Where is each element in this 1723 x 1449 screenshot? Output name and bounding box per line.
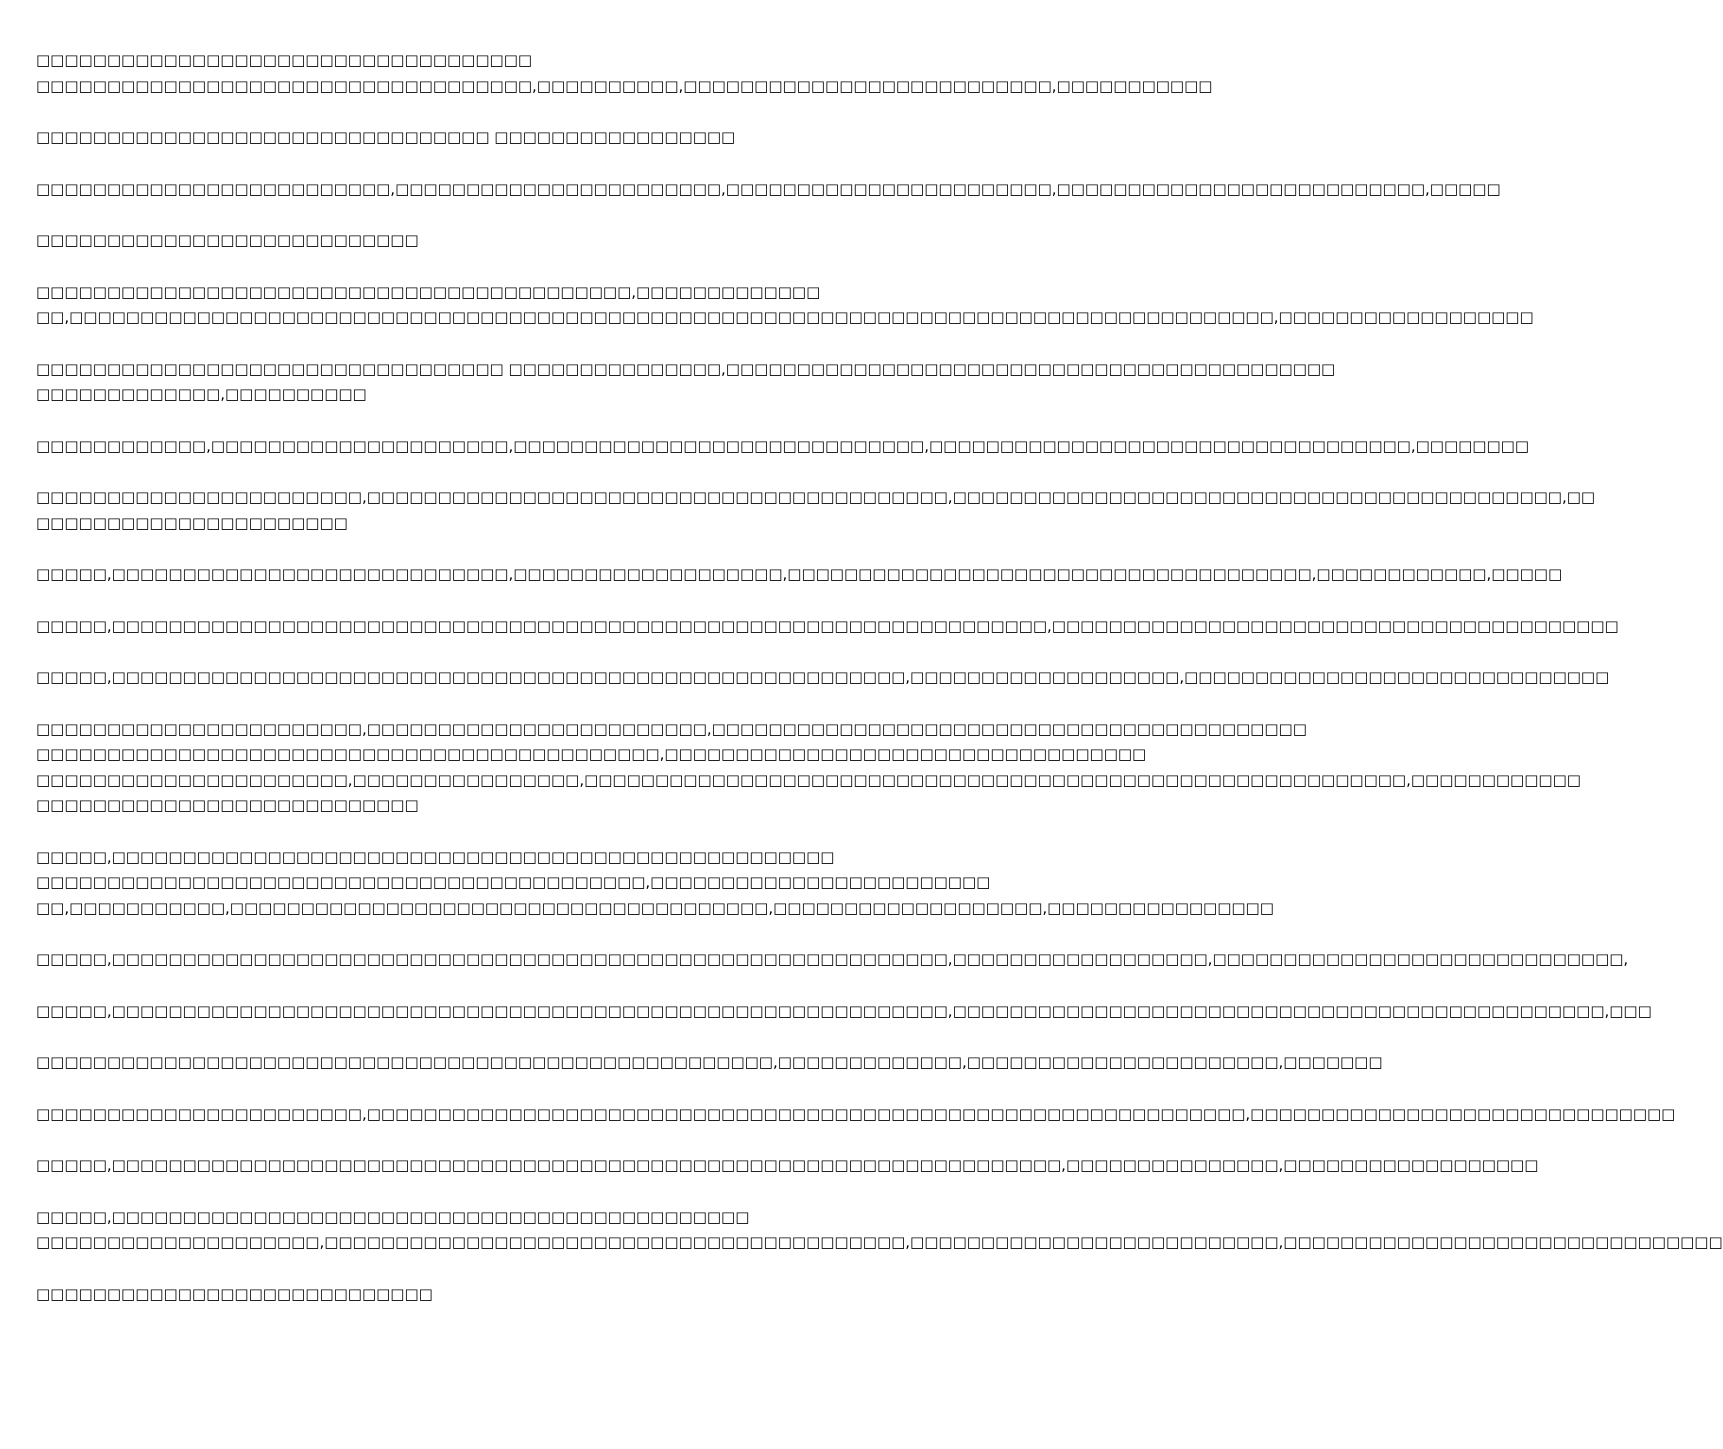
text-line: □□□□□□□□□□□□□□□□□□□□□□□□□□□□□□□□□ □□□□□□□□□□□□□□□,□□□□□□□□□□□□□□□□□□□□□□□□□□□□□□□□□□□□□□□□□□□ [36,359,1336,378]
paragraph [36,485,1596,536]
text-line: □□□□□,□□□□□□□□□□□□□□□□□□□□□□□□□□□□,□□□□□□□□□□□□□□□□□□□,□□□□□□□□□□□□□□□□□□□□□□□□□□□□□□□□□□□□□,□□□□□□□□□□□□,□□□□□ [36,565,1563,583]
text-line: □□□□□□□□□□□□□□□□□□□□□□,□□□□□□□□□□□□□□□□,□□□□□□□□□□□□□□□□□□□□□□□□□□□□□□□□□□□□□□□□□□□□□□□□□□□□□□□□□□,□□□□□□□□□□□□ [36,770,1581,789]
text-line: □□□□□□□□□□□□□□□□□□□□□□□□□,□□□□□□□□□□□□□□□□□□□□□□□,□□□□□□□□□□□□□□□□□□□□□□□,□□□□□□□□□□□□□□□□□□□□□□□□□□,□□□□□ [36,179,1501,198]
paragraph [36,1050,1383,1076]
text-line: □□□□□□□□□□□□□□□□□□□□□□□□□□□ [36,796,419,814]
paragraph [36,845,1274,922]
paragraph [36,562,1563,588]
text-line: □□□□□□□□□□□□□□□□□□□□□□□,□□□□□□□□□□□□□□□□□□□□□□□□□□□□□□□□□□□□□□□□□□□□□□□□□□□□□□□□□□□□□□,□□□□□□□□□□□□□□□□□□□□□□□□□□□□□□ [36,1104,1676,1123]
text-line: □□□□□□□□□□□□□□□□□□□□□□□,□□□□□□□□□□□□□□□□□□□□□□□□,□□□□□□□□□□□□□□□□□□□□□□□□□□□□□□□□□□□□□□□□□□ [36,719,1307,738]
document-body [36,48,1723,1333]
paragraph [36,947,1629,973]
text-line: □□□□□□□□□□□□□□□□□□□□,□□□□□□□□□□□□□□□□□□□□□□□□□□□□□□□□□□□□□□□□□,□□□□□□□□□□□□□□□□□□□□□□□□□□,□□□□□□□□□□□□□□□□□□□□□□□□□□□□□□□ [36,1233,1723,1251]
paragraph [36,1282,988,1308]
paragraph [36,665,1610,691]
text-line: □□□□□□□□□□□□□□□□□□□□□□□,□□□□□□□□□□□□□□□□□□□□□□□□□□□□□□□□□□□□□□□□□,□□□□□□□□□□□□□□□□□□□□□□□□□□□□□□□□□□□□□□□□□□□,□□ [36,488,1596,506]
text-line: □□□□□□□□□□□□□□□□□□□□□□□□□□□□□□□□□□□ [36,51,533,69]
text-line: □□□□□,□□□□□□□□□□□□□□□□□□□□□□□□□□□□□□□□□□□□□□□□□□□□□□□□□□□□□□□□□□□,□□□□□□□□□□□□□□□□□□□□□□□□□□□□□□□□□□□□□□□□□□□□□□,□□□ [36,1001,1652,1020]
text-line: □□□□□□□□□□□□□□□□□□□□□□□□□□□□□□□□□□□,□□□□□□□□□□,□□□□□□□□□□□□□□□□□□□□□□□□□□,□□□□□□□□□□□ [36,76,1213,95]
paragraph [36,357,1336,408]
text-line: □□,□□□□□□□□□□□,□□□□□□□□□□□□□□□□□□□□□□□□□□□□□□□□□□□□□□,□□□□□□□□□□□□□□□□□□□,□□□□□□□□□□□□□□□□ [36,898,1274,917]
text-line: □□□□□□□□□□□□□□□□□□□□□□□□□□□□ [36,1284,433,1303]
paragraph [36,280,1534,331]
text-line: □□□□□□□□□□□□□□□□□□□□□□□□□□□□□□□□□□□□□□□□□□□,□□□□□□□□□□□□□□□□□□□□□□□□ [36,873,991,891]
paragraph [36,125,988,151]
paragraph [36,999,1652,1025]
text-line: □□,□□□□□□□□□□□□□□□□□□□□□□□□□□□□□□□□□□□□□□□□□□□□□□□□□□□□□□□□□□□□□□□□□□□□□□□□□□□□□□□□□□□□□,□□□□□□□□□□□□□□□□□□ [36,308,1534,326]
text-line: □□□□□□□□□□□□□□□□□□□□□□□□□□□□□□□□□□□□□□□□□□□□,□□□□□□□□□□□□□□□□□□□□□□□□□□□□□□□□□□ [36,745,1147,763]
paragraph [36,434,1529,460]
text-line: □□□□□□□□□□□□□□□□□□□□□□□□□□□ [36,231,419,249]
text-line: □□□□□□□□□□□□□,□□□□□□□□□□ [36,385,367,403]
text-line: □□□□□,□□□□□□□□□□□□□□□□□□□□□□□□□□□□□□□□□□□□□□□□□□□□□ [36,1207,750,1226]
text-line: □□□□□,□□□□□□□□□□□□□□□□□□□□□□□□□□□□□□□□□□□□□□□□□□□□□□□□□□□□□□□□□□□□□□□□□□,□□□□□□□□□□□□□□□□□□□□□□□□□□□□□□□□□□□□□□□□ [36,616,1619,635]
paragraph [36,717,1581,819]
text-line: □□□□□,□□□□□□□□□□□□□□□□□□□□□□□□□□□□□□□□□□□□□□□□□□□□□□□□□□□ [36,847,835,866]
text-line: □□□□□□□□□□□□□□□□□□□□□□□□□□□□□□□□ □□□□□□□□□□□□□□□□□ [36,128,736,146]
paragraph [36,614,1619,640]
paragraph [36,1102,1676,1128]
paragraph [36,228,988,254]
text-line: □□□□□,□□□□□□□□□□□□□□□□□□□□□□□□□□□□□□□□□□□□□□□□□□□□□□□□□□□□□□□□□□□,□□□□□□□□□□□□□□□□□□,□□□□□□□□□□□□□□□□□□□□□□□□□□□□□, [36,950,1629,968]
paragraph [36,177,1501,203]
text-line: □□□□□□□□□□□□,□□□□□□□□□□□□□□□□□□□□□,□□□□□□□□□□□□□□□□□□□□□□□□□□□□□,□□□□□□□□□□□□□□□□□□□□□□□□□□□□□□□□□□,□□□□□□□□ [36,436,1529,455]
text-line: □□□□□□□□□□□□□□□□□□□□□□ [36,513,348,532]
text-line: □□□□□,□□□□□□□□□□□□□□□□□□□□□□□□□□□□□□□□□□□□□□□□□□□□□□□□□□□□□□□□□□□□□□□□□□□,□□□□□□□□□□□□□□□,□□□□□□□□□□□□□□□□□□ [36,1156,1539,1174]
text-line: □□□□□□□□□□□□□□□□□□□□□□□□□□□□□□□□□□□□□□□□□□□□□□□□□□□□,□□□□□□□□□□□□□,□□□□□□□□□□□□□□□□□□□□□□,□□□□□□□ [36,1053,1383,1071]
text-line: □□□□□□□□□□□□□□□□□□□□□□□□□□□□□□□□□□□□□□□□□□,□□□□□□□□□□□□□ [36,282,821,301]
text-line: □□□□□,□□□□□□□□□□□□□□□□□□□□□□□□□□□□□□□□□□□□□□□□□□□□□□□□□□□□□□□□,□□□□□□□□□□□□□□□□□□□,□□□□□□□□□□□□□□□□□□□□□□□□□□□□□□ [36,668,1610,686]
paragraph [36,48,1213,99]
paragraph [36,1205,1723,1256]
paragraph [36,1153,1539,1179]
